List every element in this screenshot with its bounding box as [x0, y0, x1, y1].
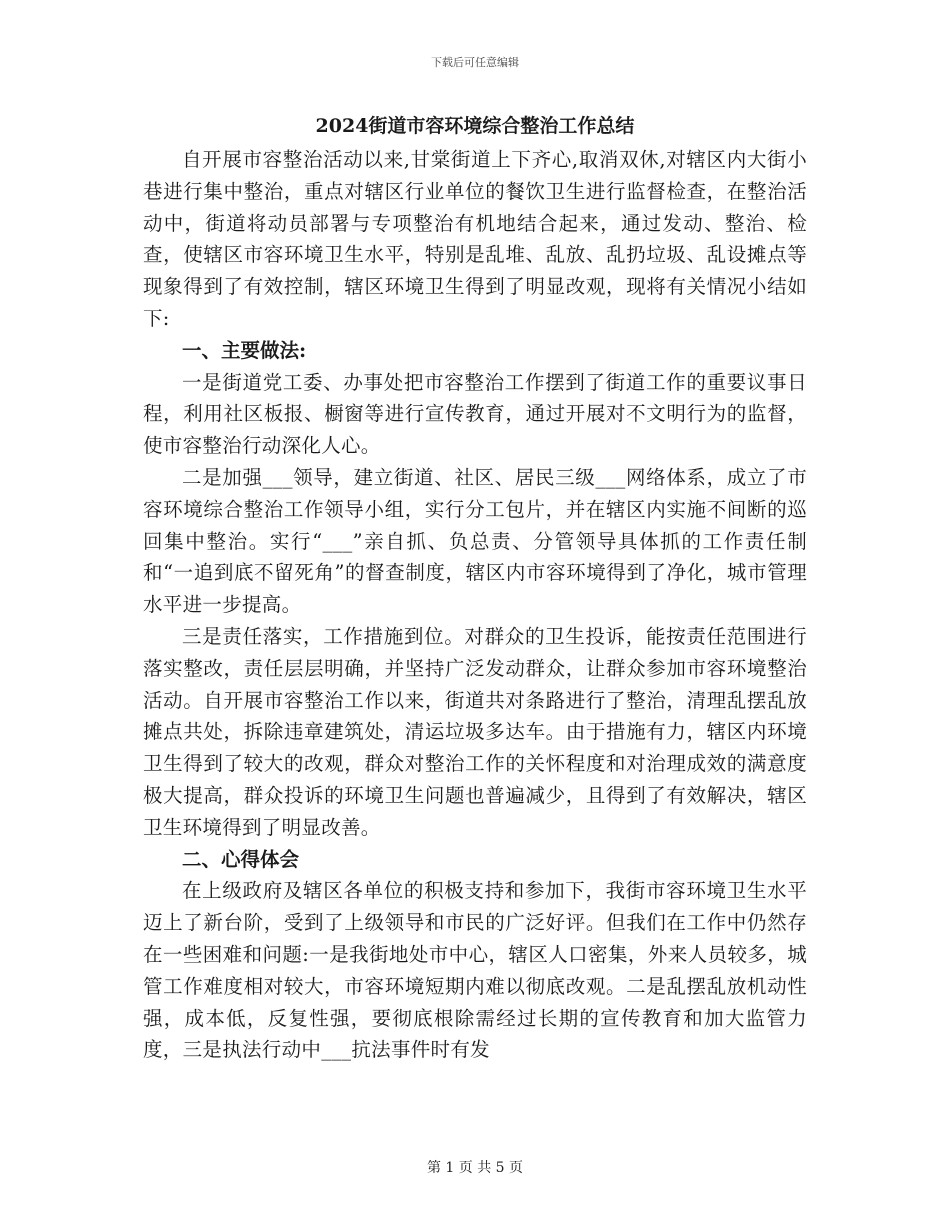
document-body	[143, 108, 807, 1066]
section-heading-main-practices: 一、主要做法:	[182, 338, 307, 362]
paragraph-practice-3: 三是责任落实，工作措施到位。对群众的卫生投诉，能按责任范围进行落实整改，责任层层明确，并坚持广泛发动群众，让群众参加市容环境整治活动。自开展市容整治工作以来，街道共对条路进行了整治，清理乱摆乱放摊点共处，拆除违章建筑处，清运垃圾多达车。由于措施有力，辖区内环境卫生得到了较大的改观，群众对整治工作的关怀程度和对治理成效的满意度极大提高，群众投诉的环境卫生问题也普遍减少，且得到了有效解决，辖区卫生环境得到了明显改善。	[143, 624, 807, 839]
intro-paragraph: 自开展市容整治活动以来,甘棠街道上下齐心,取消双休,对辖区内大街小巷进行集中整治，重点对辖区行业单位的餐饮卫生进行监督检查，在整治活动中，街道将动员部署与专项整治有机地结合起来，通过发动、整治、检查，使辖区市容环境卫生水平，特别是乱堆、乱放、乱扔垃圾、乱设摊点等现象得到了有效控制，辖区环境卫生得到了明显改观，现将有关情况小结如下:	[143, 148, 807, 330]
page-header-note: 下载后可任意编辑	[431, 56, 519, 69]
page-number-footer: 第 1 页 共 5 页	[426, 1160, 524, 1176]
section-heading-experience: 二、心得体会	[182, 847, 300, 871]
paragraph-practice-2: 二是加强___领导，建立街道、社区、居民三级___网络体系，成立了市容环境综合整治工作领导小组，实行分工包片，并在辖区内实施不间断的巡回集中整治。实行“___”亲自抓、负总责、分管领导具体抓的工作责任制和“一追到底不留死角”的督查制度，辖区内市容环境得到了净化，城市管理水平进一步提高。	[143, 465, 807, 617]
paragraph-practice-1: 一是街道党工委、办事处把市容整治工作摆到了街道工作的重要议事日程，利用社区板报、橱窗等进行宣传教育，通过开展对不文明行为的监督，使市容整治行动深化人心。	[143, 370, 807, 458]
document-title: 2024街道市容环境综合整治工作总结	[315, 115, 635, 137]
paragraph-experience-1: 在上级政府及辖区各单位的积极支持和参加下，我街市容环境卫生水平迈上了新台阶，受到了上级领导和市民的广泛好评。但我们在工作中仍然存在一些困难和问题:一是我街地处市中心，辖区人口密集，外来人员较多，城管工作难度相对较大，市容环境短期内难以彻底改观。二是乱摆乱放机动性强，成本低，反复性强，要彻底根除需经过长期的宣传教育和加大监管力度，三是执法行动中___抗法事件时有发	[143, 879, 807, 1062]
